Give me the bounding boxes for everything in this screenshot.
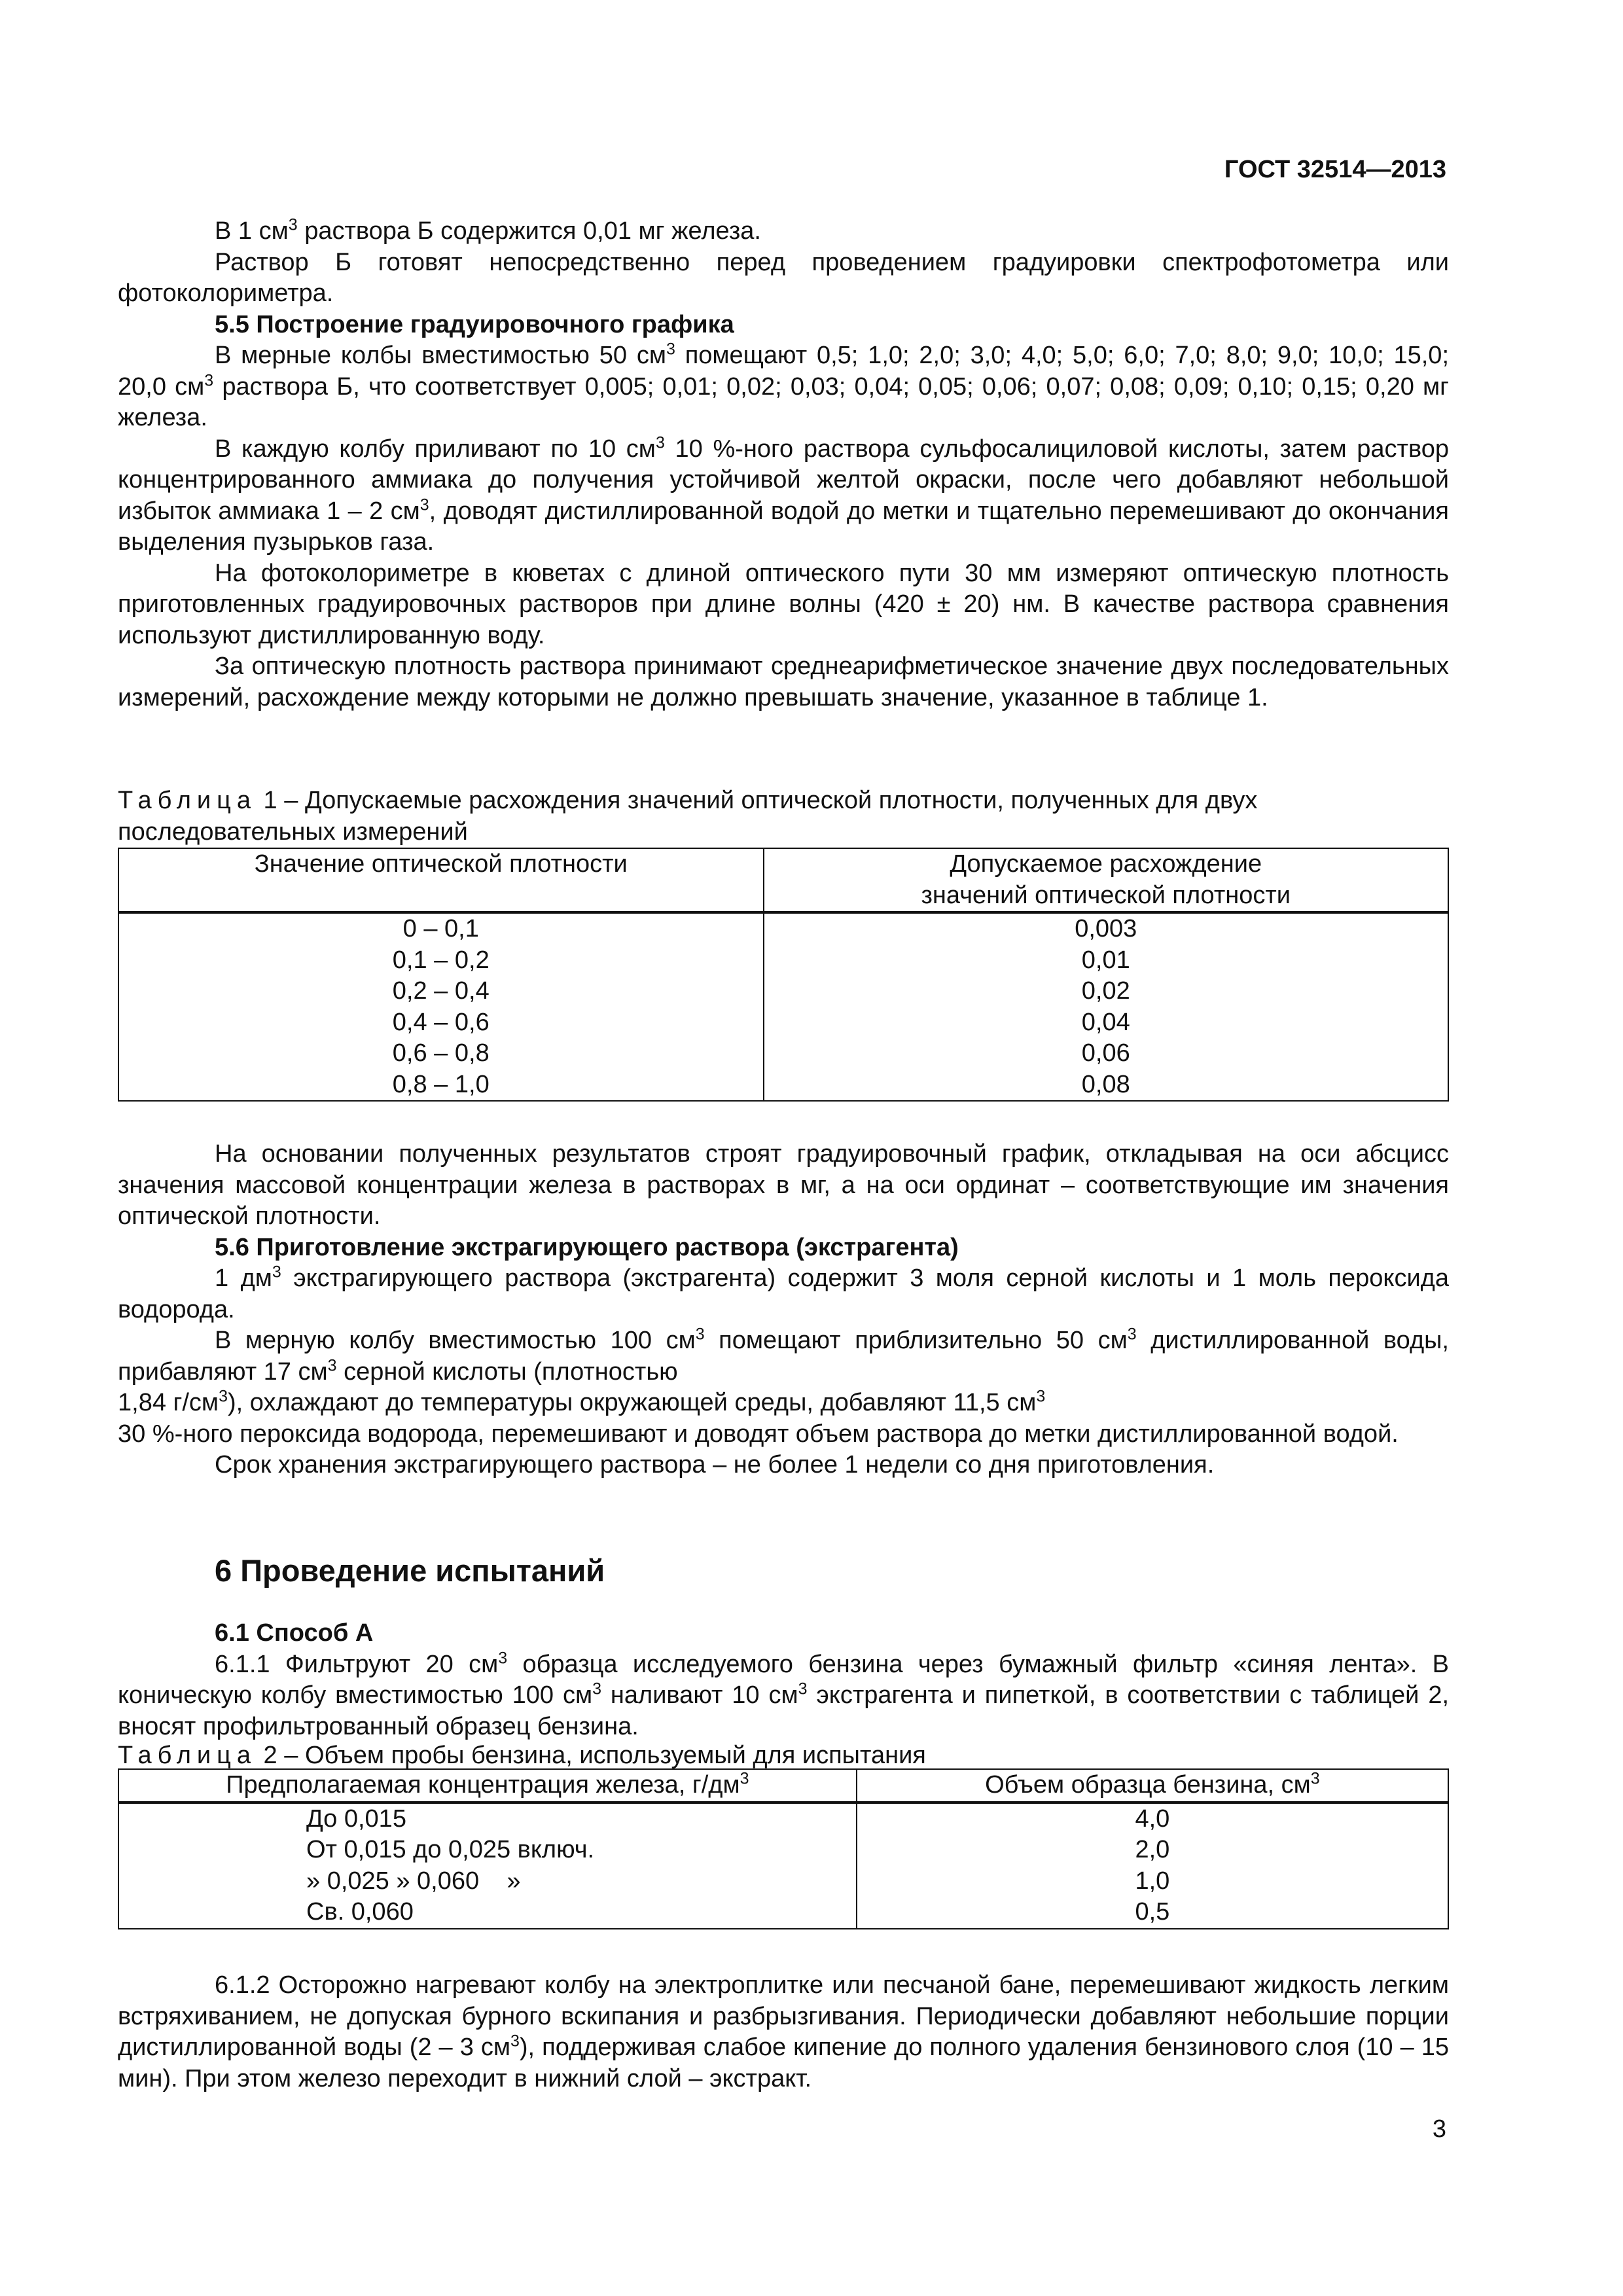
table-row: [118, 976, 1448, 1007]
table-2: [118, 1768, 1449, 1929]
table-cell: Св. 0,060: [118, 1897, 857, 1929]
paragraph-photocolorimeter: На фотоколориметре в кюветах с длиной оптического пути 30 мм измеряют оптическую плотность приготовленных градуировочных растворов при длине волны (420 ± 20) нм. В качестве раствора сравнения используют дистиллированную воду.: [118, 559, 1449, 649]
table-2-caption: Таблица 2 – Объем пробы бензина, используемый для испытания: [118, 1742, 926, 1769]
table-1: [118, 848, 1449, 1102]
table-cell: 0,02: [764, 976, 1448, 1007]
table-2-header-cell: Объем образца бензина, $см^3$: [857, 1769, 1448, 1803]
table-cell: 0,5: [857, 1897, 1448, 1929]
document-header: ГОСТ 32514—2013: [1224, 156, 1446, 183]
paragraph-optical-density: За оптическую плотность раствора принимают среднеарифметическое значение двух последовательных измерений, расхождение между которыми не должно превышать значение, указанное в таблице 1.: [118, 653, 1449, 711]
table-row: [118, 1866, 1448, 1897]
table-2-header-cell: Предполагаемая концентрация железа, $г/дм^3$: [118, 1769, 857, 1803]
table-cell: До 0,015: [118, 1803, 857, 1835]
table-row: [118, 1038, 1448, 1069]
table-1-header-cell: Значение оптической плотности: [118, 848, 764, 912]
table-cell: » 0,025 » 0,060 »: [118, 1866, 857, 1897]
paragraph-reagents: В каждую колбу приливают по 10 $см^3$ 10 %-ного раствора сульфосалициловой кислоты, затем раствор концентрированного аммиака до получения устойчивой желтой окраски, после чего добавляют небольшой избыток аммиака 1 – 2 $см^3$, доводят дистиллированной водой до метки и тщательно перемешивают до окончания выделения пузырьков газа.: [118, 433, 1449, 556]
section-6-1: [118, 1618, 1449, 1929]
table-row: [118, 945, 1448, 977]
section-6: [118, 1551, 1449, 1590]
paragraph-extractant-composition: 1 $дм^3$ экстрагирующего раствора (экстрагента) содержит 3 моля серной кислоты и 1 моль пероксида водорода.: [118, 1263, 1449, 1323]
paragraph-extractant-prep-c: 30 %-ного пероксида водорода, перемешивают и доводят объем раствора до метки дистиллированной водой.: [118, 1420, 1399, 1448]
table-row: [118, 912, 1448, 945]
section-5-6: [118, 1139, 1449, 1481]
table-1-caption: Таблица 1 – Допускаемые расхождения значений оптической плотности, полученных для двух последовательных измерений: [118, 787, 1258, 846]
paragraph-extractant-prep-b: 1,84 $г/см^3$), охлаждают до температуры окружающей среды, добавляют 11,5 $см^3$: [118, 1387, 1046, 1416]
paragraph-6-1-2: 6.1.2 Осторожно нагревают колбу на электроплитке или песчаной бане, перемешивают жидкость легким встряхиванием, не допуская бурного вскипания и разбрызгивания. Периодически добавляют небольшие порции дистиллированной воды (2 – 3 $см^3$), поддерживая слабое кипение до полного удаления бензинового слоя (10 – 15 мин). При этом железо переходит в нижний слой – экстракт.: [118, 1971, 1449, 2092]
table-cell: 0 – 0,1: [118, 912, 764, 945]
table-row: [118, 1069, 1448, 1102]
page-number: 3: [1432, 2115, 1446, 2143]
table-cell: От 0,015 до 0,025 включ.: [118, 1835, 857, 1866]
table-cell: 1,0: [857, 1866, 1448, 1897]
paragraph-calibration-graph: На основании полученных результатов строят градуировочный график, откладывая на оси абсцисс значения массовой концентрации железа в растворах в мг, а на оси ординат – соответствующие им значения оптической плотности.: [118, 1140, 1449, 1230]
table-cell: 0,6 – 0,8: [118, 1038, 764, 1069]
table-cell: 0,003: [764, 912, 1448, 945]
table-cell: 0,4 – 0,6: [118, 1007, 764, 1039]
table-cell: 0,08: [764, 1069, 1448, 1102]
table-cell: 4,0: [857, 1803, 1448, 1835]
paragraph-flasks: В мерные колбы вместимостью 50 $см^3$ помещают 0,5; 1,0; 2,0; 3,0; 4,0; 5,0; 6,0; 7,0; 8,0; 9,0; 10,0; 15,0; 20,0 $см^3$ раствора Б, что соответствует 0,005; 0,01; 0,02; 0,03; 0,04; 0,05; 0,06; 0,07; 0,08; 0,09; 0,10; 0,15; 0,20 мг железа.: [118, 340, 1449, 431]
heading-6-1: 6.1 Способ А: [215, 1619, 374, 1647]
table-row: [118, 1007, 1448, 1039]
table-1-block: [118, 785, 1449, 1102]
table-1-header-cell: Допускаемое расхождение значений оптической плотности: [764, 848, 1448, 912]
table-cell: 0,8 – 1,0: [118, 1069, 764, 1102]
table-cell: 2,0: [857, 1835, 1448, 1866]
table-cell: 0,1 – 0,2: [118, 945, 764, 977]
paragraph-solution-b-content: В 1 $см^3$ раствора Б содержится 0,01 мг железа.: [215, 215, 761, 245]
paragraph-6-1-1: 6.1.1 Фильтруют 20 $см^3$ образца исследуемого бензина через бумажный фильтр «синяя лента». В коническую колбу вместимостью 100 $см^3$ наливают 10 $см^3$ экстрагента и пипеткой, в соответствии с таблицей 2, вносят профильтрованный образец бензина.: [118, 1648, 1450, 1740]
table-cell: 0,04: [764, 1007, 1448, 1039]
heading-5-6: 5.6 Приготовление экстрагирующего раствора (экстрагента): [215, 1233, 959, 1261]
paragraph-solution-b-prep: Раствор Б готовят непосредственно перед проведением градуировки спектрофотометра или фотоколориметра.: [118, 248, 1449, 307]
table-row: [118, 1897, 1448, 1929]
section-5-5: [118, 216, 1449, 713]
table-row: [118, 1835, 1448, 1866]
paragraph-storage: Срок хранения экстрагирующего раствора – не более 1 недели со дня приготовления.: [215, 1451, 1215, 1479]
heading-5-5: 5.5 Построение градуировочного графика: [215, 310, 734, 338]
table-cell: 0,2 – 0,4: [118, 976, 764, 1007]
table-cell: 0,01: [764, 945, 1448, 977]
paragraph-extractant-prep-a: В мерную колбу вместимостью 100 $см^3$ помещают приблизительно 50 $см^3$ дистиллированной воды, прибавляют 17 $см^3$ серной кислоты (плотностью: [118, 1325, 1449, 1386]
table-cell: 0,06: [764, 1038, 1448, 1069]
heading-6: 6 Проведение испытаний: [215, 1553, 605, 1588]
section-6-1-2: [118, 1970, 1449, 2094]
table-row: [118, 1803, 1448, 1835]
